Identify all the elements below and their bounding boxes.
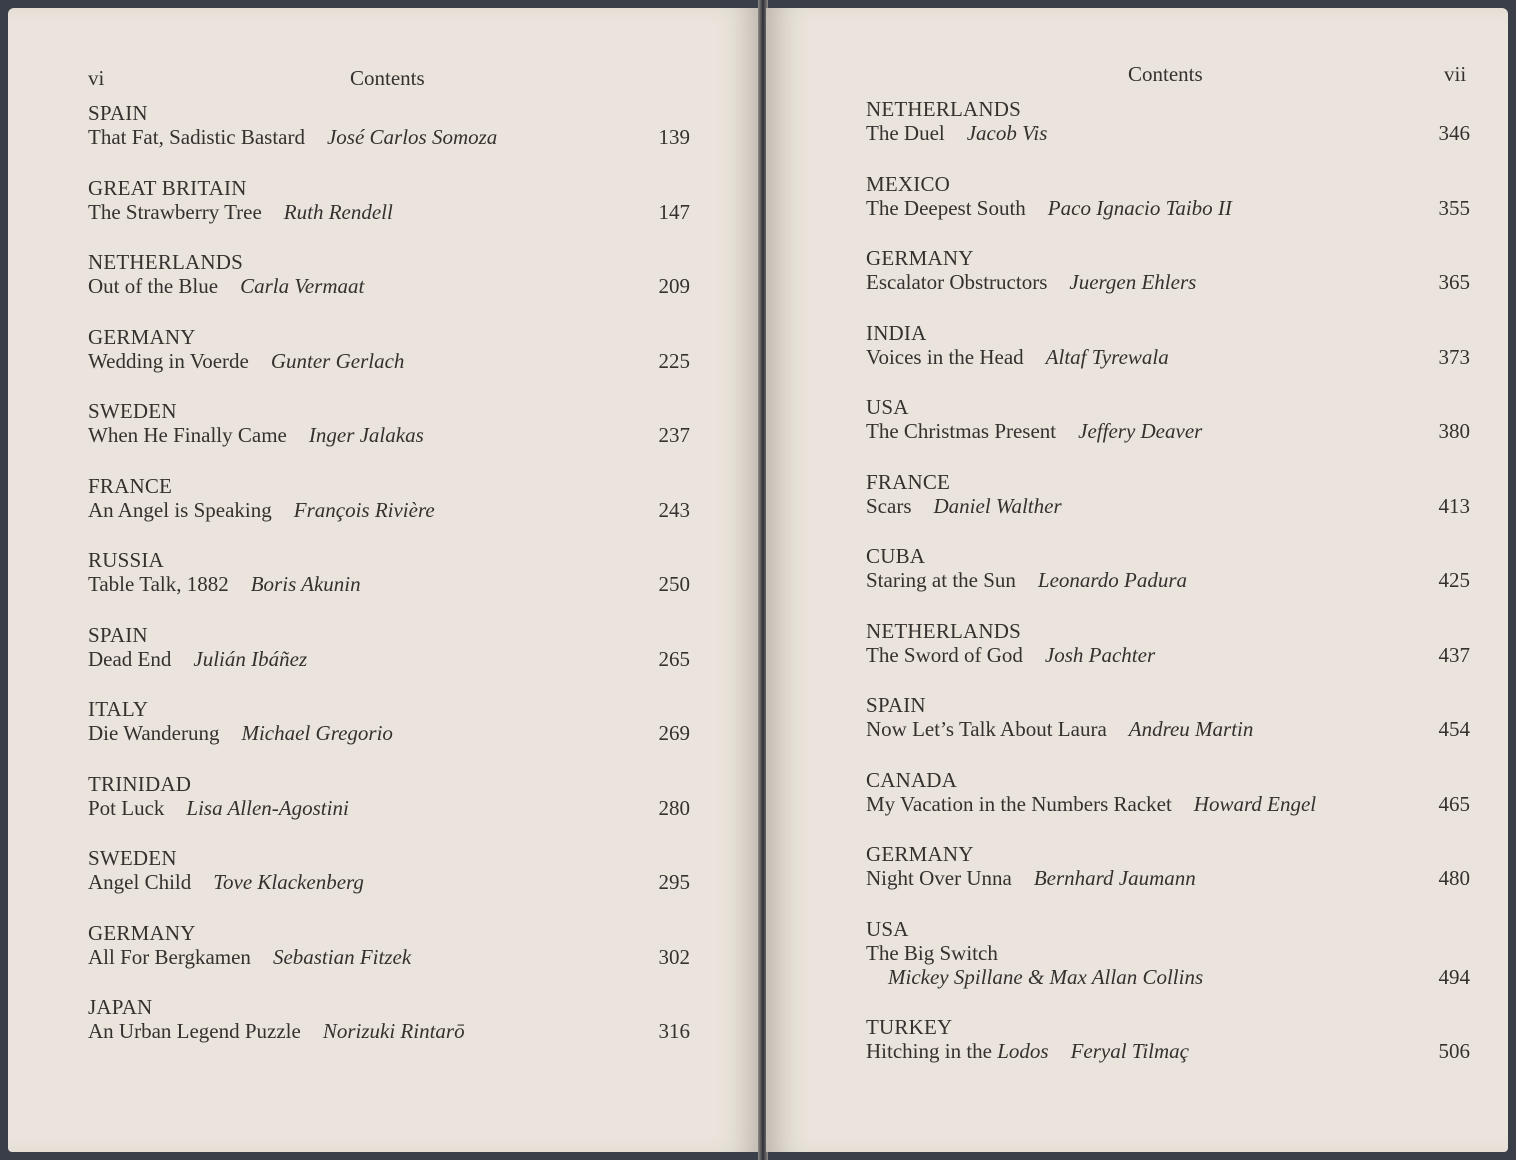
entry-author: Sebastian Fitzek	[272, 944, 412, 969]
entry-line	[866, 866, 1470, 890]
toc-entry	[88, 772, 690, 820]
entry-country: INDIA	[866, 320, 927, 345]
toc-entry	[88, 623, 690, 671]
toc-entry	[866, 97, 1470, 145]
entry-title: The Christmas Present	[866, 419, 1057, 443]
entry-line	[88, 423, 690, 447]
entry-page-number: 265	[658, 646, 690, 671]
entry-author: Norizuki Rintarō	[322, 1019, 465, 1043]
toc-entry	[88, 474, 690, 522]
entry-author: Andreu Martin	[1128, 717, 1254, 741]
entry-author: Inger Jalakas	[308, 423, 424, 447]
entry-country: CANADA	[866, 767, 958, 792]
entry-author: Tove Klackenberg	[213, 870, 364, 894]
entry-country: ITALY	[88, 697, 149, 721]
entry-country: FRANCE	[866, 469, 951, 494]
entry-page-number: 380	[1438, 419, 1470, 443]
entry-author: Gunter Gerlach	[270, 348, 405, 373]
entry-title: The Big Switch	[866, 940, 998, 965]
entry-country: USA	[866, 916, 909, 941]
toc-entry	[866, 470, 1470, 518]
toc-entry	[88, 697, 690, 745]
entry-line	[866, 965, 1470, 989]
entry-title: The Sword of God	[866, 642, 1023, 667]
entry-page-number: 425	[1438, 568, 1470, 592]
entry-author: Carla Vermaat	[240, 274, 365, 298]
entry-author: Lisa Allen-Agostini	[186, 795, 349, 820]
entry-author: Altaf Tyrewala	[1045, 344, 1169, 369]
entry-line	[866, 643, 1470, 667]
right-folio: vii	[1444, 62, 1467, 86]
entry-line	[866, 792, 1470, 816]
entry-author: Leonardo Padura	[1037, 568, 1188, 592]
entry-title: The Strawberry Tree	[88, 199, 262, 224]
toc-entry	[866, 246, 1470, 294]
toc-entry	[866, 842, 1470, 890]
entry-title: Dead End	[88, 646, 172, 671]
entry-title: My Vacation in the Numbers Racket	[866, 791, 1172, 816]
toc-entry	[866, 693, 1470, 741]
entry-author: Juergen Ehlers	[1069, 270, 1197, 294]
entry-country: GERMANY	[866, 842, 974, 866]
entry-line	[866, 717, 1470, 741]
entry-page-number: 250	[658, 572, 690, 596]
entry-page-number: 225	[658, 348, 690, 373]
left-page	[8, 8, 760, 1152]
right-running-head: Contents	[1128, 62, 1203, 86]
entry-author: Josh Pachter	[1044, 642, 1156, 667]
entry-title: Now Let’s Talk About Laura	[866, 717, 1107, 741]
entry-line	[88, 274, 690, 298]
entry-title: An Urban Legend Puzzle	[88, 1019, 301, 1043]
entry-title: Staring at the Sun	[866, 568, 1016, 592]
entry-line	[866, 196, 1470, 220]
left-folio: vi	[88, 66, 105, 90]
entry-page-number: 280	[658, 795, 690, 820]
entry-line	[866, 419, 1470, 443]
entry-line	[88, 647, 690, 671]
entry-title: Scars	[866, 493, 912, 518]
entry-country: TURKEY	[866, 1015, 953, 1039]
entry-page-number: 437	[1438, 642, 1470, 667]
entry-page-number: 355	[1438, 195, 1470, 220]
entry-country: GERMANY	[88, 324, 196, 349]
toc-entry	[88, 250, 690, 298]
entry-country: USA	[866, 395, 909, 419]
entry-country: RUSSIA	[88, 548, 164, 572]
entry-country: JAPAN	[88, 995, 153, 1019]
entry-line	[88, 870, 690, 894]
entry-line	[866, 121, 1470, 145]
entry-title-italic: Lodos	[997, 1039, 1049, 1063]
toc-entry	[866, 321, 1470, 369]
entry-page-number: 365	[1438, 270, 1470, 294]
entry-page-number: 269	[658, 721, 690, 745]
entry-author: Julián Ibáñez	[193, 646, 308, 671]
entry-author: Boris Akunin	[250, 572, 361, 596]
entry-line	[88, 721, 690, 745]
entry-page-number: 480	[1438, 866, 1470, 890]
entry-country: SWEDEN	[88, 399, 177, 423]
toc-entry	[866, 619, 1470, 667]
entry-line	[88, 349, 690, 373]
entry-country: SWEDEN	[88, 846, 177, 870]
entry-page-number: 209	[658, 274, 690, 298]
entry-page-number: 373	[1438, 344, 1470, 369]
entry-page-number: 465	[1438, 791, 1470, 816]
entry-title: Table Talk, 1882	[88, 572, 229, 596]
entry-title: The Deepest South	[866, 195, 1026, 220]
entry-title: Wedding in Voerde	[88, 348, 249, 373]
entry-title: Night Over Unna	[866, 866, 1012, 890]
entry-title: Pot Luck	[88, 795, 165, 820]
entry-country: CUBA	[866, 544, 926, 568]
entry-page-number: 295	[658, 870, 690, 894]
entry-author: Jacob Vis	[966, 121, 1048, 145]
entry-line	[866, 270, 1470, 294]
entry-line	[866, 345, 1470, 369]
toc-entry	[88, 548, 690, 596]
entry-country: TRINIDAD	[88, 771, 192, 796]
entry-page-number: 302	[658, 944, 690, 969]
entry-country: NETHERLANDS	[88, 250, 244, 274]
toc-entry	[88, 176, 690, 224]
entry-page-number: 243	[658, 497, 690, 522]
toc-entry	[866, 917, 1470, 989]
entry-title: The Duel	[866, 121, 945, 145]
entry-line	[866, 1039, 1470, 1063]
left-running-head: Contents	[350, 66, 425, 90]
entry-title: When He Finally Came	[88, 423, 287, 447]
entry-line	[88, 1019, 690, 1043]
entry-line	[866, 568, 1470, 592]
entry-author: Ruth Rendell	[283, 199, 393, 224]
entry-page-number: 237	[658, 423, 690, 447]
entry-author: Feryal Tilmaç	[1070, 1039, 1189, 1063]
entry-page-number: 506	[1438, 1039, 1470, 1063]
entry-country: FRANCE	[88, 473, 173, 498]
entry-line	[866, 941, 1470, 965]
entry-country: NETHERLANDS	[866, 618, 1022, 643]
entry-line	[88, 796, 690, 820]
toc-entry	[866, 1015, 1470, 1063]
toc-entry	[88, 399, 690, 447]
toc-entry	[866, 544, 1470, 592]
toc-entry	[88, 101, 690, 149]
entry-country: GERMANY	[866, 246, 974, 270]
entry-line	[88, 945, 690, 969]
toc-entry	[866, 768, 1470, 816]
entry-country: MEXICO	[866, 171, 951, 196]
entry-title: Voices in the Head	[866, 344, 1024, 369]
entry-author: Jeffery Deaver	[1078, 419, 1203, 443]
entry-page-number: 454	[1438, 717, 1470, 741]
entry-title: That Fat, Sadistic Bastard	[88, 125, 305, 149]
entry-line	[88, 200, 690, 224]
entry-page-number: 147	[658, 199, 690, 224]
entry-title: Die Wanderung	[88, 721, 220, 745]
toc-entry	[88, 325, 690, 373]
entry-author: Bernhard Jaumann	[1033, 866, 1196, 890]
entry-line	[866, 494, 1470, 518]
toc-entry	[88, 846, 690, 894]
entry-title: An Angel is Speaking	[88, 497, 272, 522]
entry-author: Michael Gregorio	[241, 721, 393, 745]
entry-country: GERMANY	[88, 920, 196, 945]
entry-country: GREAT BRITAIN	[88, 175, 247, 200]
entry-author: Howard Engel	[1193, 791, 1317, 816]
entry-page-number: 139	[658, 125, 690, 149]
entry-author: Mickey Spillane & Max Allan Collins	[888, 964, 1204, 989]
toc-entry	[88, 921, 690, 969]
entry-country: SPAIN	[866, 693, 926, 717]
entry-country: SPAIN	[88, 622, 148, 647]
entry-page-number: 346	[1438, 121, 1470, 145]
entry-line	[88, 498, 690, 522]
entry-country: SPAIN	[88, 101, 148, 125]
entry-page-number: 413	[1438, 493, 1470, 518]
entry-line	[88, 572, 690, 596]
right-page	[766, 8, 1508, 1152]
toc-entry	[866, 395, 1470, 443]
entry-title: Out of the Blue	[88, 274, 219, 298]
entry-author: Paco Ignacio Taibo II	[1047, 195, 1232, 220]
entry-author: Daniel Walther	[933, 493, 1062, 518]
entry-author: François Rivière	[293, 497, 435, 522]
entry-title: Angel Child	[88, 870, 192, 894]
entry-page-number: 494	[1438, 964, 1470, 989]
entry-author: José Carlos Somoza	[326, 125, 498, 149]
toc-entry	[866, 172, 1470, 220]
toc-entry	[88, 995, 690, 1043]
entry-country: NETHERLANDS	[866, 97, 1022, 121]
entry-title: Hitching in the Lodos	[866, 1039, 1049, 1063]
entry-title: All For Bergkamen	[88, 944, 251, 969]
entry-page-number: 316	[658, 1019, 690, 1043]
entry-title: Escalator Obstructors	[866, 270, 1048, 294]
entry-line	[88, 125, 690, 149]
